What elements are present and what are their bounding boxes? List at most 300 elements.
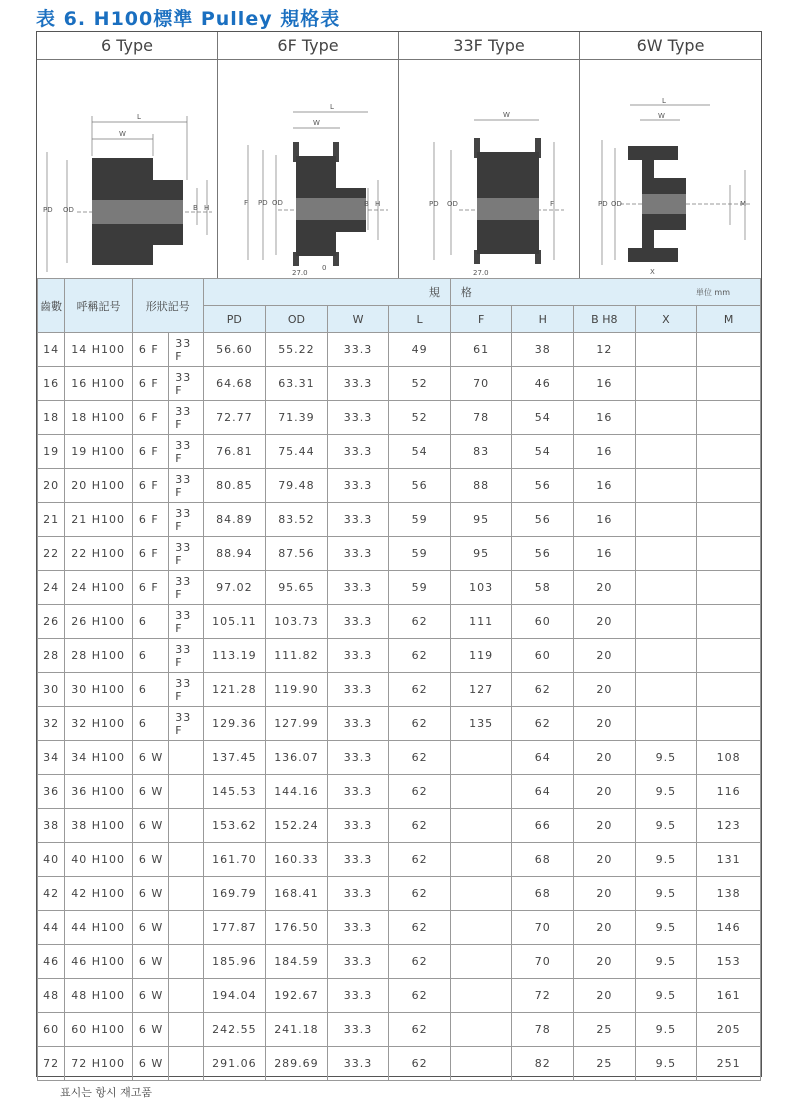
unit-label: 単位 mm: [695, 288, 730, 297]
table-cell: 80.85: [203, 469, 266, 503]
table-cell: 33.3: [327, 877, 389, 911]
table-cell: 21 H100: [65, 503, 133, 537]
dim-H: H: [204, 204, 210, 212]
table-cell: [169, 1013, 203, 1047]
dim-6w-X: X: [650, 268, 655, 276]
table-cell: 33.3: [327, 435, 389, 469]
table-cell: 123: [697, 809, 761, 843]
table-cell: 33.3: [327, 537, 389, 571]
table-cell: 19 H100: [65, 435, 133, 469]
table-cell: 20: [574, 945, 636, 979]
table-cell: [697, 673, 761, 707]
table-cell: 60: [512, 605, 574, 639]
table-cell: [697, 469, 761, 503]
table-cell: 6 F: [132, 401, 168, 435]
table-cell: 241.18: [266, 1013, 328, 1047]
table-cell: [635, 605, 697, 639]
table-cell: 28: [38, 639, 65, 673]
table-cell: 62: [389, 741, 451, 775]
table-cell: [169, 843, 203, 877]
col-header: L: [389, 306, 451, 333]
table-cell: 25: [574, 1047, 636, 1081]
table-cell: 62: [389, 639, 451, 673]
table-cell: 242.55: [203, 1013, 266, 1047]
table-cell: 33 F: [169, 401, 203, 435]
table-cell: 60: [38, 1013, 65, 1047]
table-cell: 62: [389, 1013, 451, 1047]
table-cell: 116: [697, 775, 761, 809]
table-cell: 70: [512, 911, 574, 945]
table-cell: 52: [389, 367, 451, 401]
table-cell: 26 H100: [65, 605, 133, 639]
table-cell: 54: [389, 435, 451, 469]
table-cell: 87.56: [266, 537, 328, 571]
table-cell: [450, 945, 512, 979]
table-cell: 108: [697, 741, 761, 775]
table-cell: 105.11: [203, 605, 266, 639]
table-cell: 33.3: [327, 775, 389, 809]
table-cell: 24 H100: [65, 571, 133, 605]
table-cell: 6 F: [132, 469, 168, 503]
table-cell: [635, 333, 697, 367]
table-cell: 33.3: [327, 333, 389, 367]
header-code: 呼稱記号: [65, 279, 133, 333]
table-cell: 30: [38, 673, 65, 707]
table-cell: 16: [574, 401, 636, 435]
type-6-label: 6 Type: [37, 32, 217, 60]
table-row: [38, 775, 761, 809]
dim-6f-L: L: [330, 103, 334, 111]
table-cell: 70: [512, 945, 574, 979]
table-cell: [450, 911, 512, 945]
table-cell: 66: [512, 809, 574, 843]
table-cell: 64: [512, 741, 574, 775]
page-title: 表 6. H100標準 Pulley 規格表: [36, 8, 341, 30]
table-row: [38, 809, 761, 843]
table-cell: 48: [38, 979, 65, 1013]
col-header: M: [697, 306, 761, 333]
table-cell: 6 W: [132, 1047, 168, 1081]
table-cell: 52: [389, 401, 451, 435]
table-cell: 55.22: [266, 333, 328, 367]
table-cell: 33 F: [169, 605, 203, 639]
table-cell: 60 H100: [65, 1013, 133, 1047]
table-cell: 33.3: [327, 945, 389, 979]
table-cell: 6 W: [132, 979, 168, 1013]
table-cell: 72: [38, 1047, 65, 1081]
dim-33f-270: 27.0: [473, 269, 489, 277]
table-cell: 49: [389, 333, 451, 367]
table-cell: 6 W: [132, 945, 168, 979]
type-6-panel: [37, 32, 218, 278]
spec-frame: [36, 31, 762, 1077]
table-cell: 153.62: [203, 809, 266, 843]
table-cell: 62: [512, 673, 574, 707]
table-cell: 38: [512, 333, 574, 367]
table-cell: 6 W: [132, 1013, 168, 1047]
table-cell: 6: [132, 673, 168, 707]
col-header: F: [450, 306, 512, 333]
table-cell: [169, 741, 203, 775]
table-cell: 9.5: [635, 775, 697, 809]
table-cell: 62: [389, 911, 451, 945]
table-cell: 79.48: [266, 469, 328, 503]
table-cell: 83.52: [266, 503, 328, 537]
table-cell: 20: [38, 469, 65, 503]
table-cell: 33 F: [169, 469, 203, 503]
table-cell: 76.81: [203, 435, 266, 469]
col-header: X: [635, 306, 697, 333]
table-cell: 21: [38, 503, 65, 537]
table-cell: [450, 979, 512, 1013]
table-cell: 78: [512, 1013, 574, 1047]
table-cell: 161.70: [203, 843, 266, 877]
table-cell: 46: [512, 367, 574, 401]
table-cell: 95.65: [266, 571, 328, 605]
table-row: [38, 469, 761, 503]
table-cell: 185.96: [203, 945, 266, 979]
table-cell: 33.3: [327, 605, 389, 639]
table-cell: [450, 1047, 512, 1081]
table-cell: [697, 605, 761, 639]
table-cell: 129.36: [203, 707, 266, 741]
table-cell: 205: [697, 1013, 761, 1047]
table-cell: 64: [512, 775, 574, 809]
table-cell: 56: [389, 469, 451, 503]
table-cell: 28 H100: [65, 639, 133, 673]
table-cell: 36: [38, 775, 65, 809]
table-cell: 62: [389, 1047, 451, 1081]
table-cell: 20: [574, 809, 636, 843]
table-cell: 111: [450, 605, 512, 639]
table-cell: 33 F: [169, 707, 203, 741]
type-33f-panel: [399, 32, 580, 278]
table-cell: 33 F: [169, 503, 203, 537]
table-cell: 135: [450, 707, 512, 741]
table-cell: 62: [512, 707, 574, 741]
table-cell: 56.60: [203, 333, 266, 367]
dim-6f-W: W: [313, 119, 320, 127]
dim-6w-OD: OD: [611, 200, 622, 208]
table-cell: 111.82: [266, 639, 328, 673]
dim-6w-L: L: [662, 97, 666, 105]
table-cell: 6 W: [132, 741, 168, 775]
table-row: [38, 707, 761, 741]
table-cell: 9.5: [635, 1047, 697, 1081]
table-row: [38, 333, 761, 367]
table-cell: 62: [389, 979, 451, 1013]
table-cell: 58: [512, 571, 574, 605]
table-cell: [697, 435, 761, 469]
type-33f-drawing: [399, 60, 579, 278]
table-cell: 6 W: [132, 911, 168, 945]
table-cell: 71.39: [266, 401, 328, 435]
table-cell: 33 F: [169, 367, 203, 401]
header-shape: 形狀記号: [132, 279, 203, 333]
table-cell: 30 H100: [65, 673, 133, 707]
table-cell: 33.3: [327, 707, 389, 741]
table-cell: [635, 435, 697, 469]
table-cell: 16: [574, 367, 636, 401]
table-cell: 18: [38, 401, 65, 435]
table-cell: [635, 503, 697, 537]
table-cell: 22: [38, 537, 65, 571]
table-cell: 20: [574, 673, 636, 707]
table-cell: 33.3: [327, 469, 389, 503]
table-cell: 33.3: [327, 911, 389, 945]
table-cell: 68: [512, 877, 574, 911]
table-cell: 75.44: [266, 435, 328, 469]
table-cell: 33.3: [327, 673, 389, 707]
table-cell: [635, 571, 697, 605]
table-cell: [635, 639, 697, 673]
header-spec-1: 規: [203, 279, 450, 306]
dim-6f-PD: PD: [258, 199, 268, 207]
table-cell: 44: [38, 911, 65, 945]
type-6w-label: 6W Type: [580, 32, 761, 60]
table-cell: 127.99: [266, 707, 328, 741]
table-cell: 145.53: [203, 775, 266, 809]
table-cell: 127: [450, 673, 512, 707]
table-cell: 20: [574, 911, 636, 945]
table-cell: 136.07: [266, 741, 328, 775]
table-row: [38, 401, 761, 435]
table-cell: 64.68: [203, 367, 266, 401]
dim-33f-W: W: [503, 111, 510, 119]
table-cell: 184.59: [266, 945, 328, 979]
table-cell: 121.28: [203, 673, 266, 707]
table-cell: 24: [38, 571, 65, 605]
table-cell: 6 W: [132, 775, 168, 809]
table-cell: 169.79: [203, 877, 266, 911]
table-cell: 6 F: [132, 367, 168, 401]
table-cell: 33.3: [327, 503, 389, 537]
type-6f-drawing: [218, 60, 398, 278]
type-33f-label: 33F Type: [399, 32, 579, 60]
table-cell: 72 H100: [65, 1047, 133, 1081]
table-cell: [697, 503, 761, 537]
table-cell: 88.94: [203, 537, 266, 571]
col-header: W: [327, 306, 389, 333]
table-cell: 9.5: [635, 1013, 697, 1047]
table-cell: 113.19: [203, 639, 266, 673]
table-cell: 20: [574, 707, 636, 741]
table-cell: 33.3: [327, 1013, 389, 1047]
table-cell: [635, 707, 697, 741]
table-cell: 56: [512, 503, 574, 537]
table-cell: 103.73: [266, 605, 328, 639]
table-row: [38, 639, 761, 673]
table-cell: 146: [697, 911, 761, 945]
dim-33f-F: F: [550, 200, 555, 208]
table-cell: [169, 877, 203, 911]
table-cell: 33 F: [169, 673, 203, 707]
dim-L: L: [137, 113, 141, 121]
table-cell: [450, 741, 512, 775]
table-cell: 62: [389, 673, 451, 707]
table-cell: 20: [574, 843, 636, 877]
table-cell: 62: [389, 775, 451, 809]
table-cell: 18 H100: [65, 401, 133, 435]
table-cell: [697, 537, 761, 571]
table-cell: 38: [38, 809, 65, 843]
type-6-drawing: [37, 60, 217, 278]
table-cell: 16 H100: [65, 367, 133, 401]
table-cell: 59: [389, 503, 451, 537]
table-cell: 62: [389, 605, 451, 639]
table-cell: [697, 571, 761, 605]
table-cell: [635, 469, 697, 503]
table-cell: 6 W: [132, 809, 168, 843]
table-row: [38, 367, 761, 401]
type-6f-panel: [218, 32, 399, 278]
table-cell: 6 W: [132, 877, 168, 911]
table-row: [38, 537, 761, 571]
header-teeth: 齒數: [38, 279, 65, 333]
table-cell: 6 F: [132, 571, 168, 605]
table-cell: 33.3: [327, 367, 389, 401]
table-cell: 103: [450, 571, 512, 605]
table-cell: 59: [389, 571, 451, 605]
type-drawings: [37, 32, 761, 278]
table-cell: 9.5: [635, 979, 697, 1013]
table-cell: 16: [38, 367, 65, 401]
table-cell: 177.87: [203, 911, 266, 945]
table-cell: 192.67: [266, 979, 328, 1013]
header-spec-2: [450, 279, 760, 306]
table-cell: 161: [697, 979, 761, 1013]
table-cell: [450, 843, 512, 877]
table-cell: 40 H100: [65, 843, 133, 877]
table-cell: 9.5: [635, 809, 697, 843]
dim-6w-M: M: [740, 200, 747, 208]
table-cell: 56: [512, 469, 574, 503]
table-cell: [169, 911, 203, 945]
table-cell: 84.89: [203, 503, 266, 537]
table-row: [38, 1013, 761, 1047]
table-cell: 9.5: [635, 843, 697, 877]
table-cell: 20: [574, 571, 636, 605]
table-cell: 20: [574, 877, 636, 911]
table-cell: 6 F: [132, 435, 168, 469]
table-cell: 33 F: [169, 333, 203, 367]
table-cell: 33 F: [169, 435, 203, 469]
dim-33f-OD: OD: [447, 200, 458, 208]
table-cell: 19: [38, 435, 65, 469]
type-6w-drawing: [580, 60, 760, 278]
dim-33f-PD: PD: [429, 200, 439, 208]
dim-6f-OD: OD: [272, 199, 283, 207]
table-row: [38, 605, 761, 639]
table-cell: 6 W: [132, 843, 168, 877]
table-cell: [169, 1047, 203, 1081]
dim-PD: PD: [43, 206, 53, 214]
table-cell: [635, 401, 697, 435]
table-cell: 70: [450, 367, 512, 401]
table-cell: 42 H100: [65, 877, 133, 911]
table-cell: [450, 809, 512, 843]
table-cell: 119: [450, 639, 512, 673]
table-cell: 33.3: [327, 843, 389, 877]
table-cell: [635, 537, 697, 571]
table-cell: [697, 333, 761, 367]
table-cell: 6: [132, 605, 168, 639]
spec-table-wrap: [37, 278, 761, 1081]
table-cell: 9.5: [635, 877, 697, 911]
table-cell: 62: [389, 843, 451, 877]
table-cell: 6: [132, 639, 168, 673]
table-cell: 9.5: [635, 741, 697, 775]
col-header: H: [512, 306, 574, 333]
table-cell: 78: [450, 401, 512, 435]
table-cell: 33.3: [327, 979, 389, 1013]
table-cell: 6 F: [132, 503, 168, 537]
table-cell: 9.5: [635, 911, 697, 945]
table-cell: 95: [450, 503, 512, 537]
table-cell: [450, 775, 512, 809]
table-cell: [635, 673, 697, 707]
table-cell: 16: [574, 435, 636, 469]
table-cell: 48 H100: [65, 979, 133, 1013]
table-row: [38, 911, 761, 945]
table-cell: 32 H100: [65, 707, 133, 741]
table-cell: 88: [450, 469, 512, 503]
table-cell: [697, 367, 761, 401]
table-cell: 16: [574, 537, 636, 571]
table-cell: 20: [574, 775, 636, 809]
col-header: OD: [266, 306, 328, 333]
table-cell: 34 H100: [65, 741, 133, 775]
table-cell: [450, 877, 512, 911]
table-cell: 56: [512, 537, 574, 571]
table-cell: 138: [697, 877, 761, 911]
table-cell: 14: [38, 333, 65, 367]
table-cell: [169, 809, 203, 843]
table-cell: 68: [512, 843, 574, 877]
table-cell: 20: [574, 741, 636, 775]
dim-OD: OD: [63, 206, 74, 214]
dim-B: B: [193, 204, 198, 212]
table-cell: 60: [512, 639, 574, 673]
table-row: [38, 979, 761, 1013]
table-row: [38, 435, 761, 469]
table-cell: [450, 1013, 512, 1047]
table-cell: 14 H100: [65, 333, 133, 367]
table-row: [38, 503, 761, 537]
table-cell: 63.31: [266, 367, 328, 401]
table-cell: 194.04: [203, 979, 266, 1013]
table-cell: 160.33: [266, 843, 328, 877]
table-cell: 33.3: [327, 741, 389, 775]
table-cell: [169, 945, 203, 979]
table-cell: 33.3: [327, 571, 389, 605]
table-cell: 20: [574, 605, 636, 639]
table-cell: 33 F: [169, 639, 203, 673]
table-cell: 33 F: [169, 537, 203, 571]
dim-6w-PD: PD: [598, 200, 608, 208]
table-cell: 6 F: [132, 537, 168, 571]
table-cell: 54: [512, 435, 574, 469]
table-cell: 62: [389, 945, 451, 979]
table-cell: 176.50: [266, 911, 328, 945]
table-cell: 46 H100: [65, 945, 133, 979]
dim-6f-B: B: [364, 200, 369, 208]
table-cell: 289.69: [266, 1047, 328, 1081]
table-cell: 26: [38, 605, 65, 639]
dim-6w-W: W: [658, 112, 665, 120]
table-cell: 6 F: [132, 333, 168, 367]
table-cell: 33.3: [327, 1047, 389, 1081]
